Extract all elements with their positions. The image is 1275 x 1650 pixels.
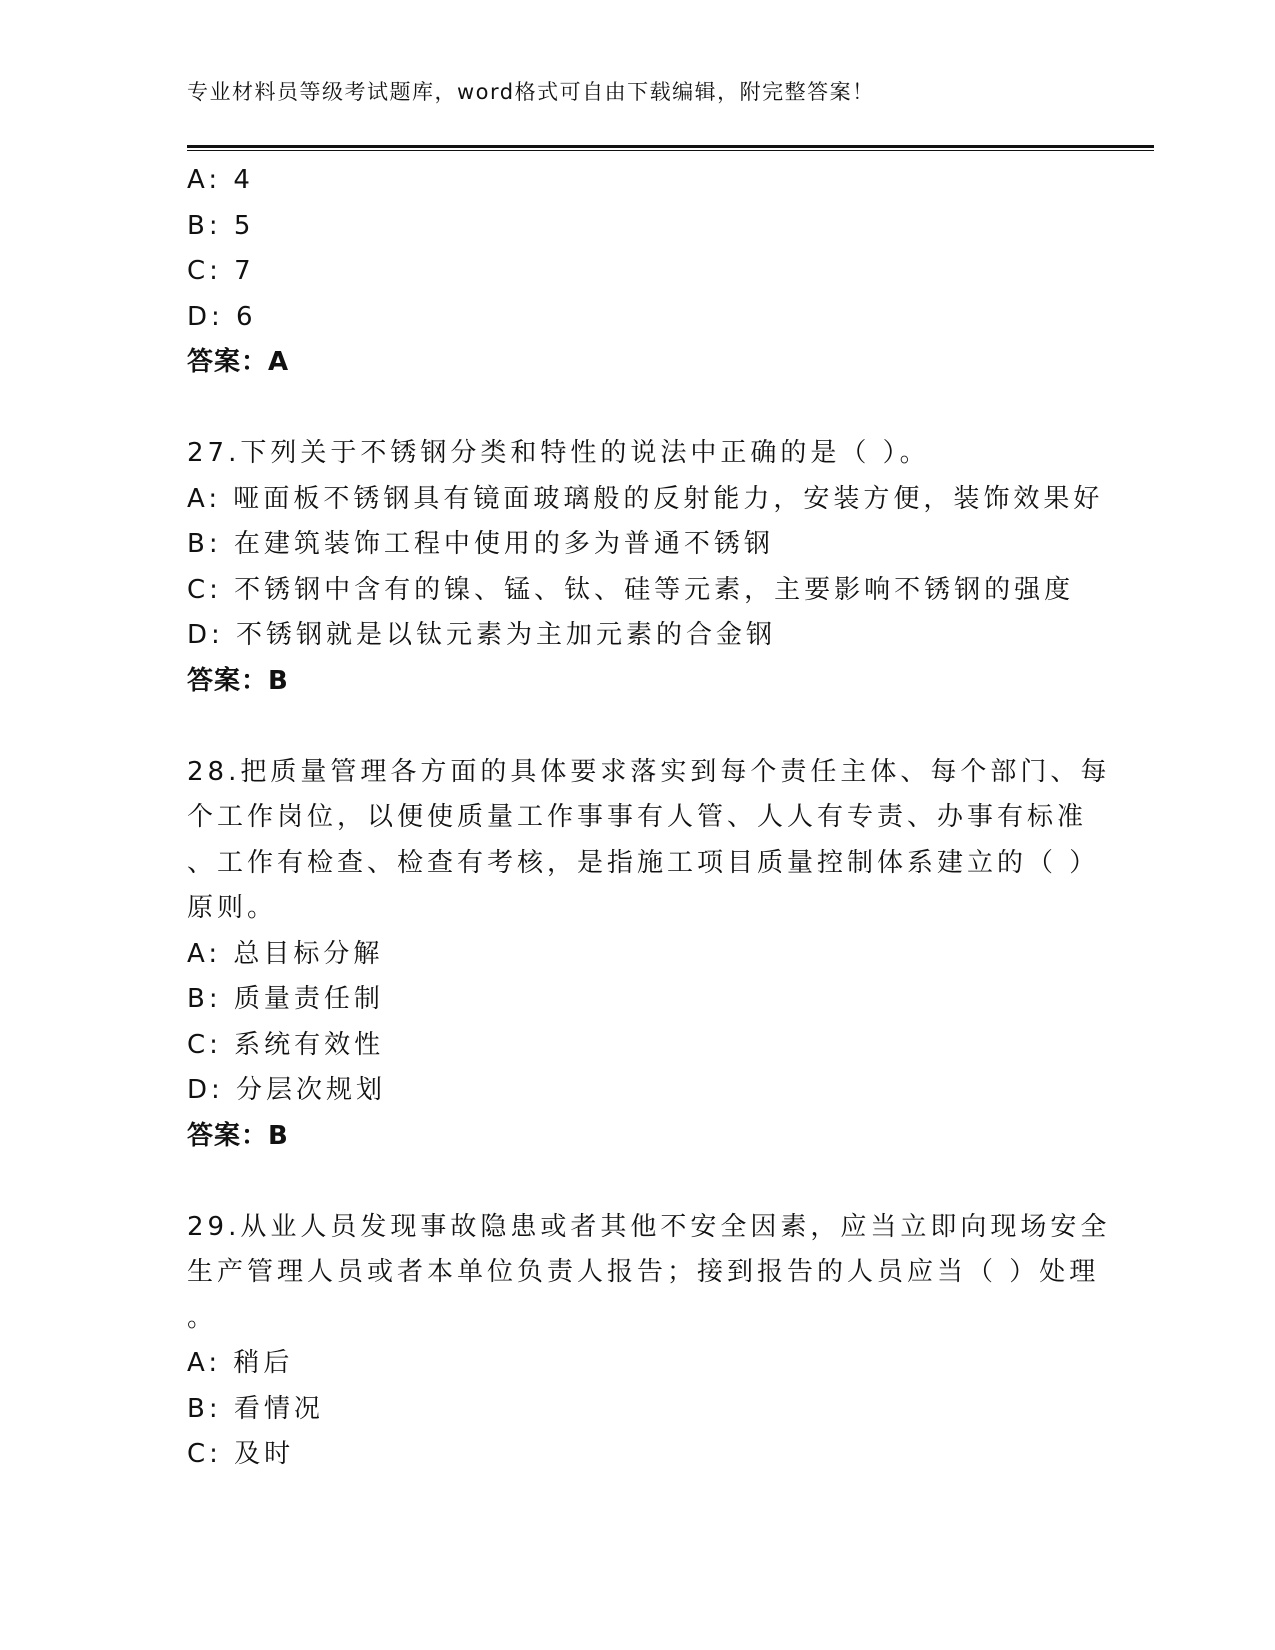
question-28-text [187,750,1111,932]
option-a: A: 稍后 [187,1348,294,1378]
question-27-text [187,431,1087,477]
question-line: 原则。 [187,893,278,923]
spacer [187,386,1087,432]
option-c: C: 7 [187,256,255,286]
option-c: C: 不锈钢中含有的镍、锰、钛、硅等元素，主要影响不锈钢的强度 [187,574,1075,605]
option-d: D: 分层次规划 [187,1075,387,1105]
question-29-options [187,1341,1087,1478]
header-rule-thick [187,145,1154,148]
spacer [187,704,1087,750]
option-d: D: 不锈钢就是以钛元素为主加元素的合金钢 [187,620,777,650]
option-b: B: 看情况 [187,1393,324,1424]
option-a: A: 总目标分解 [187,938,384,969]
question-line: 29.从业人员发现事故隐患或者其他不安全因素，应当立即向现场安全 [187,1211,1111,1242]
question-line: 。 [187,1302,218,1333]
question-content [187,158,1111,1478]
header-rule-thin [187,150,1154,151]
option-b: B: 在建筑装饰工程中使用的多为普通不锈钢 [187,529,774,559]
question-28-options [187,932,1087,1114]
prev-question-options [187,158,1087,340]
question-27-options [187,477,1104,659]
option-a: A: 4 [187,165,254,195]
prev-question-answer: 答案：A [187,347,290,377]
option-b: B: 5 [187,210,255,241]
question-line: 27.下列关于不锈钢分类和特性的说法中正确的是（ ）。 [187,438,930,468]
question-line: 生产管理人员或者本单位负责人报告；接到报告的人员应当（ ）处理 [187,1257,1100,1287]
question-line: 个工作岗位，以便使质量工作事事有人管、人人有专责、办事有标准 [187,802,1088,832]
option-c: C: 系统有效性 [187,1029,385,1060]
option-c: C: 及时 [187,1439,295,1469]
option-b: B: 质量责任制 [187,984,384,1014]
spacer [187,1159,1087,1205]
option-d: D: 6 [187,301,257,332]
question-28-answer: 答案：B [187,1120,289,1151]
question-29-text [187,1205,1111,1342]
option-a: A: 哑面板不锈钢具有镜面玻璃般的反射能力，安装方便，装饰效果好 [187,483,1104,514]
question-line: 、工作有检查、检查有考核，是指施工项目质量控制体系建立的（ ） [187,847,1100,878]
question-line: 28.把质量管理各方面的具体要求落实到每个责任主体、每个部门、每 [187,756,1111,787]
page-header: 专业材料员等级考试题库，word格式可自由下载编辑，附完整答案！ [187,80,875,104]
question-27-answer: 答案：B [187,665,289,696]
